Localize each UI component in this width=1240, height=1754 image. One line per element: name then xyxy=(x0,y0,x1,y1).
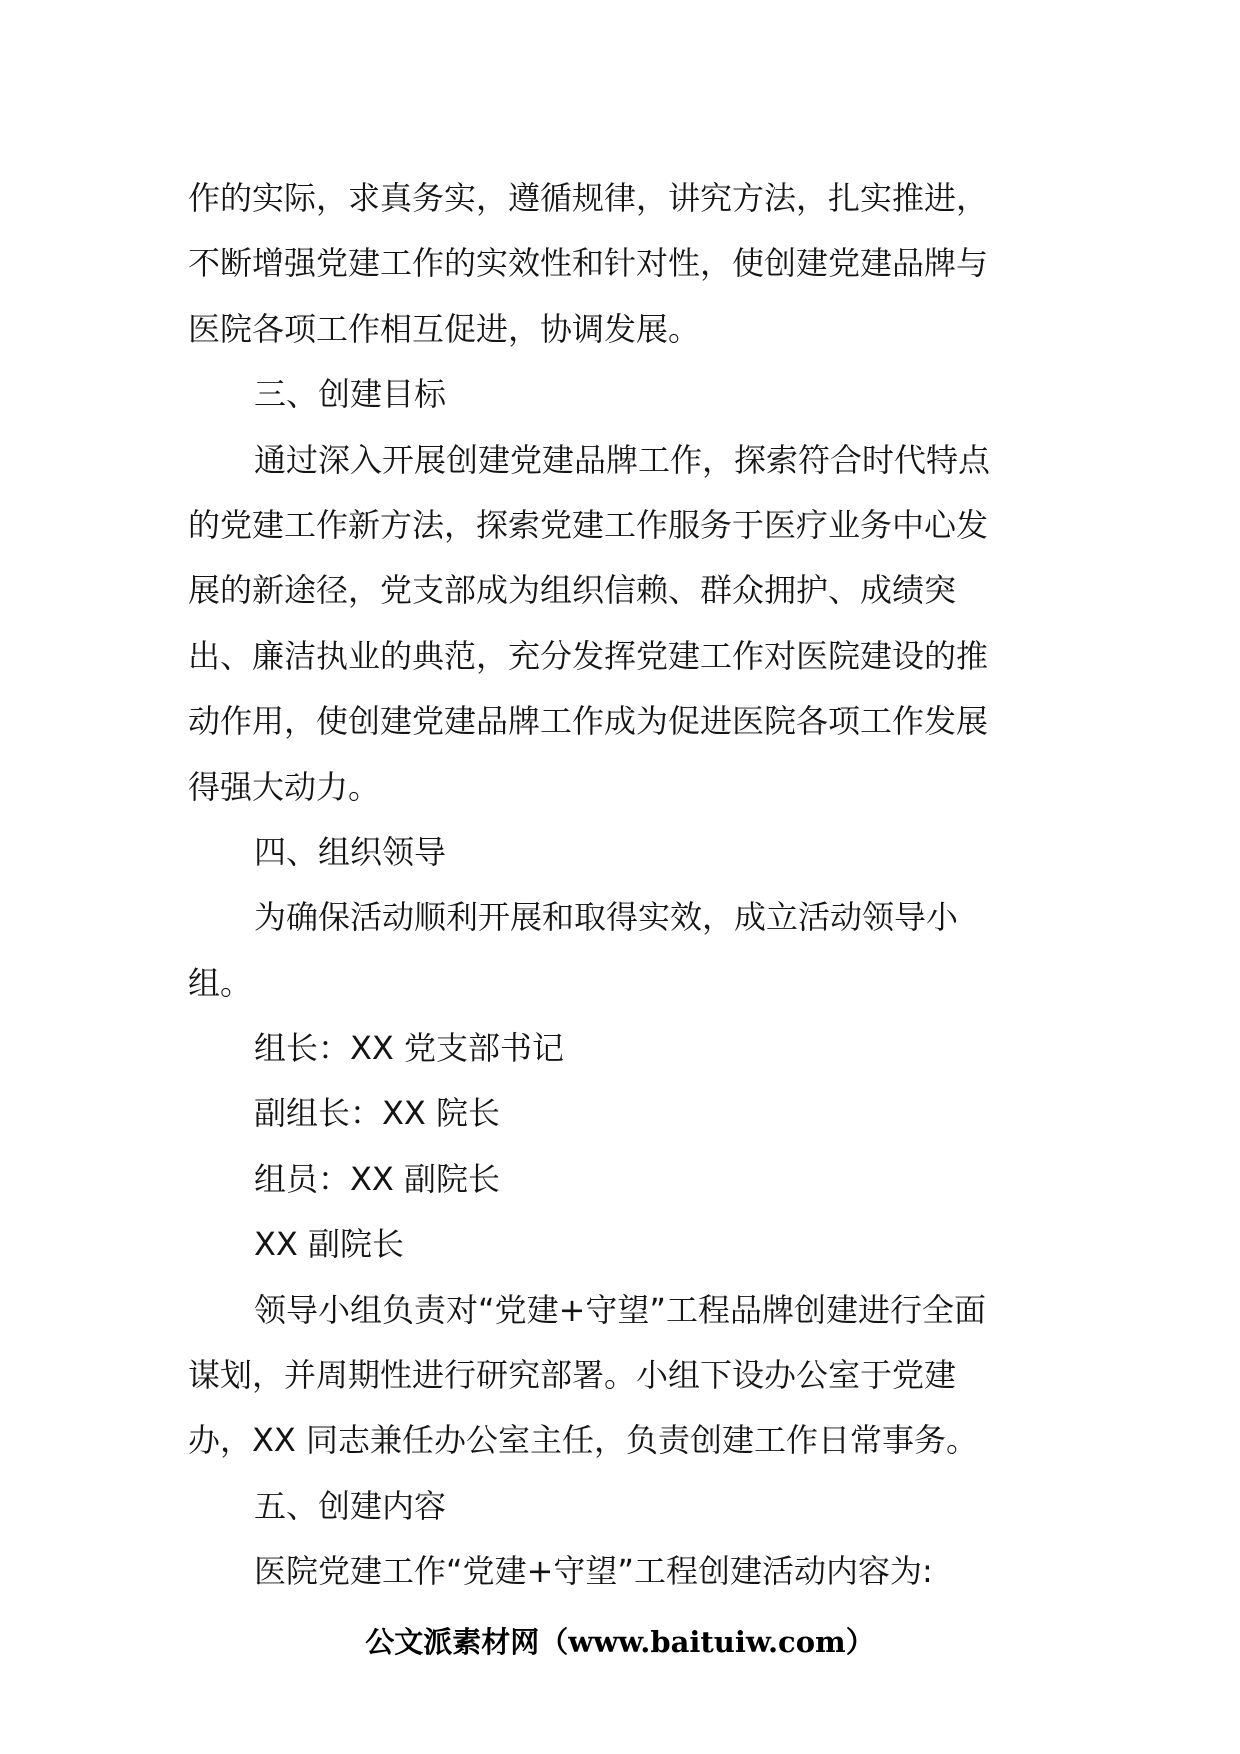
text-line: 组。 xyxy=(188,963,253,1002)
text-line: 谋划，并周期性进行研究部署。小组下设办公室于党建 xyxy=(188,1356,957,1395)
text-line: 展的新途径，党支部成为组织信赖、群众拥护、成绩突 xyxy=(188,571,957,610)
text-line: 办，XX 同志兼任办公室主任，负责创建工作日常事务。 xyxy=(188,1421,979,1460)
section-heading: 五、创建内容 xyxy=(254,1486,447,1525)
text-line: 为确保活动顺利开展和取得实效，成立活动领导小 xyxy=(254,898,959,937)
section-heading: 三、创建目标 xyxy=(254,375,447,414)
text-line: 组长：XX 党支部书记 xyxy=(254,1029,565,1068)
text-line: 通过深入开展创建党建品牌工作，探索符合时代特点 xyxy=(254,440,991,479)
text-line: 出、廉洁执业的典范，充分发挥党建工作对医院建设的推 xyxy=(188,636,989,675)
text-line: 作的实际，求真务实，遵循规律，讲究方法，扎实推进， xyxy=(188,179,989,217)
text-line: 动作用，使创建党建品牌工作成为促进医院各项工作发展 xyxy=(188,702,989,741)
text-line: 得强大动力。 xyxy=(188,767,381,806)
text-line: 不断增强党建工作的实效性和针对性，使创建党建品牌与 xyxy=(188,244,989,283)
document-body xyxy=(188,166,1058,1605)
text-line: 的党建工作新方法，探索党建工作服务于医疗业务中心发 xyxy=(188,505,989,544)
footer-watermark: 公文派素材网（www.baituiw.com） xyxy=(365,1625,875,1659)
text-line: XX 副院长 xyxy=(254,1225,405,1264)
text-line: 副组长：XX 院长 xyxy=(254,1094,501,1133)
section-heading: 四、组织领导 xyxy=(254,832,447,871)
text-line: 医院各项工作相互促进，协调发展。 xyxy=(188,309,701,348)
text-line: 领导小组负责对“党建+守望”工程品牌创建进行全面 xyxy=(254,1290,986,1329)
text-line: 医院党建工作“党建+守望”工程创建活动内容为: xyxy=(254,1552,933,1591)
text-line: 组员：XX 副院长 xyxy=(254,1159,501,1198)
